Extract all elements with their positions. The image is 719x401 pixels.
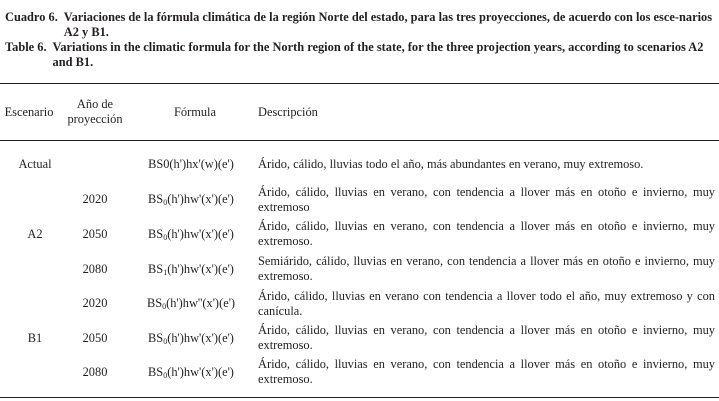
table-captions	[5, 10, 715, 70]
row-year: 2080	[82, 365, 108, 379]
row-formula: $BS_0(h')hw''(x')(e')$	[146, 296, 236, 311]
table-bottom-rule	[0, 397, 719, 398]
scenario-label-actual: Actual	[18, 157, 52, 171]
row-year: 2050	[82, 227, 108, 241]
row-formula: $BS_1(h')hw'(x')(e')$	[148, 262, 234, 277]
row-formula: $BS_0(h')hw'(x')(e')$	[148, 192, 234, 207]
header-year-line1: Año de	[76, 97, 114, 111]
row-year: 2020	[82, 192, 108, 206]
caption-spanish-label: Cuadro 6.	[5, 10, 58, 24]
row-description: Árido, cálido, lluvias en verano, con tendencia a llover más en otoño e invierno, muy extremoso.	[258, 357, 715, 386]
header-year-line2: proyección	[67, 112, 123, 126]
row-description: Semiárido, cálido, lluvias en verano, con tendencia a llover más en otoño e invierno, muy extremoso.	[258, 254, 715, 283]
row-year: 2050	[82, 331, 108, 345]
caption-english-label: Table 6.	[5, 40, 47, 54]
header-year	[64, 97, 126, 127]
row-formula: BS0(h')hx'(w)(e')	[148, 157, 234, 171]
row-description: Árido, cálido, lluvias en verano, con tendencia a llover más en otoño e invierno, muy extremoso.	[258, 323, 715, 352]
row-formula: $BS_0(h')hw'(x')(e')$	[148, 365, 234, 380]
header-description: Descripción	[258, 105, 318, 119]
table-top-rule	[0, 83, 719, 84]
row-year: 2080	[82, 262, 108, 276]
caption-spanish	[5, 10, 715, 40]
row-description: Árido, cálido, lluvias en verano, con tendencia a llover más en otoño e invierno, muy extremoso	[258, 185, 715, 214]
header-scenario: Escenario	[4, 105, 54, 119]
scenario-label-b1: B1	[27, 331, 43, 345]
row-description: Árido, cálido, lluvias en verano, con tendencia a llover más en otoño e invierno, muy extremoso.	[258, 219, 715, 248]
row-description: Árido, cálido, lluvias todo el año, más abundantes en verano, muy extremoso.	[258, 157, 644, 171]
header-formula: Fórmula	[174, 105, 216, 119]
row-description: Árido, cálido, lluvias en verano con tendencia a llover todo el año, muy extremoso y con canícula.	[258, 289, 715, 318]
row-formula: $BS_0(h')hw'(x')(e')$	[148, 227, 234, 242]
caption-english	[5, 40, 715, 70]
scenario-label-a2: A2	[27, 227, 43, 241]
row-year: 2020	[82, 296, 108, 310]
row-formula: $BS_0(h')hw'(x')(e')$	[148, 331, 234, 346]
caption-spanish-text: Variaciones de la fórmula climática de la región Norte del estado, para las tres proyecciones, de acuerdo con los esce-narios A2 y B1.	[63, 10, 713, 39]
caption-english-text: Variations in the climatic formula for the North region of the state, for the three projection years, according to scenarios A2 and B1.	[52, 40, 704, 69]
table-header-rule	[0, 140, 719, 141]
